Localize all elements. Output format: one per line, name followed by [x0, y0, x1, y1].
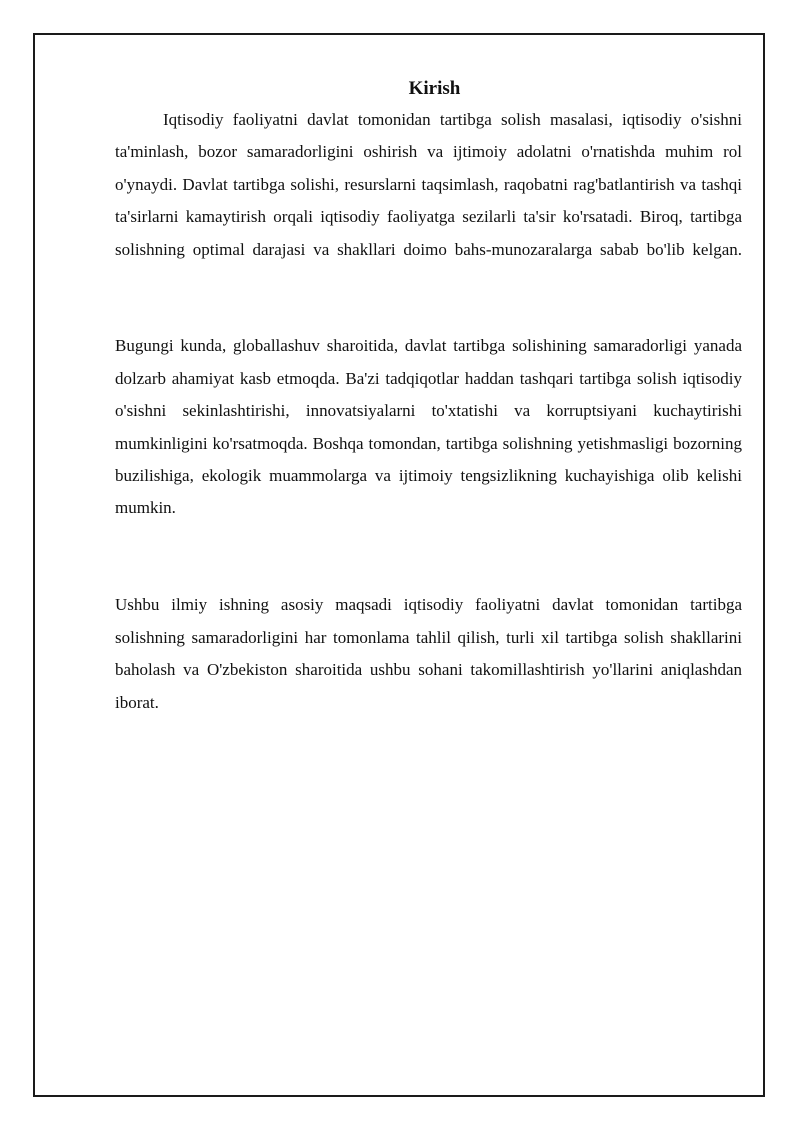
paragraph-spacer	[115, 298, 742, 330]
paragraph-spacer	[115, 557, 742, 589]
document-title: Kirish	[408, 78, 461, 99]
paragraph-3: Ushbu ilmiy ishning asosiy maqsadi iqtisodiy faoliyatni davlat tomonidan tartibga solishning samaradorligini har tomonlama tahlil qilish, turli xil tartibga solish shakllarini baholash va O'zbekiston sharoitida ushbu sohani takomillashtirish yo'llarini aniqlashdan iborat.	[115, 595, 742, 712]
paragraph-2: Bugungi kunda, globallashuv sharoitida, davlat tartibga solishining samaradorligi yanada dolzarb ahamiyat kasb etmoqda. Ba'zi tadqiqotlar haddan tashqari tartibga solish iqtisodiy o'sishni sekinlashtirishi, innovatsiyalarni to'xtatishi va korruptsiyani kuchaytirishi mumkinligini ko'rsatmoqda. Boshqa tomondan, tartibga solishning yetishmasligi bozorning buzilishiga, ekologik muammolarga va ijtimoiy tengsizlikning kuchayishiga olib kelishi mumkin.	[115, 336, 742, 518]
document-body	[115, 74, 742, 719]
paragraph-1: Iqtisodiy faoliyatni davlat tomonidan tartibga solish masalasi, iqtisodiy o'sishni ta'minlash, bozor samaradorligini oshirish va ijtimoiy adolatni o'rnatishda muhim rol o'ynaydi. Davlat tartibga solishi, resurslarni taqsimlash, raqobatni rag'batlantirish va tashqi ta'sirlarni kamaytirish orqali iqtisodiy faoliyatga sezilarli ta'sir ko'rsatadi. Biroq, tartibga solishning optimal darajasi va shakllari doimo bahs-munozaralarga sabab bo'lib kelgan.	[115, 110, 742, 259]
